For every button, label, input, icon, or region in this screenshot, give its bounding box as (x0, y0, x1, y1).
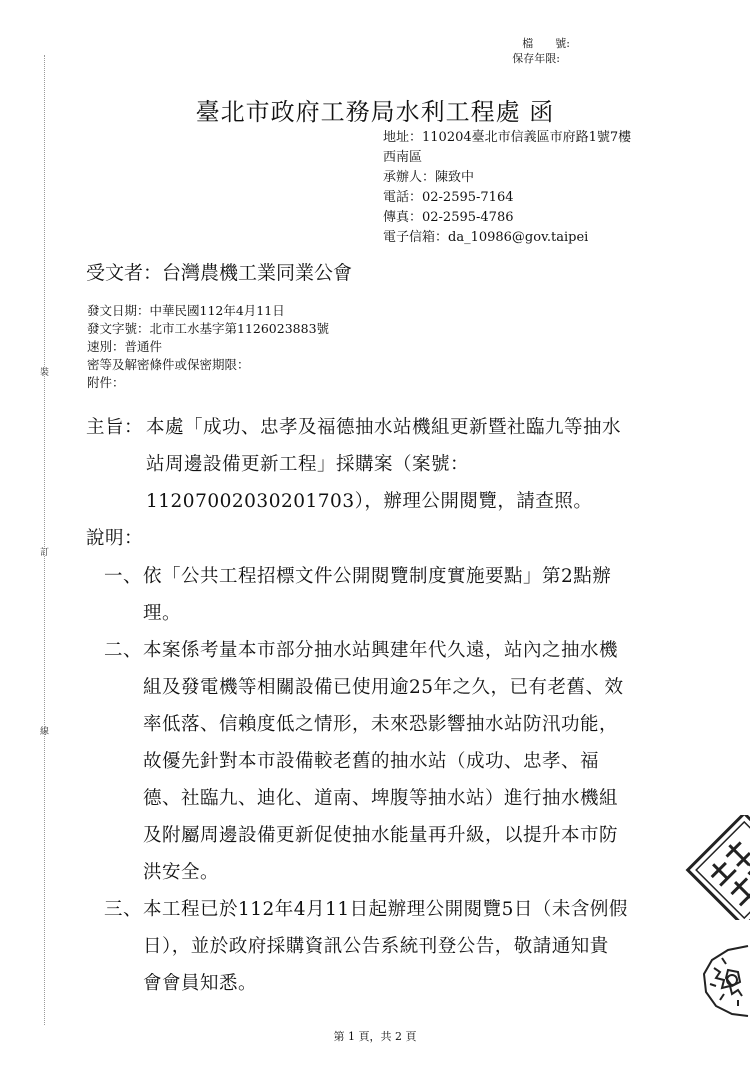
item-line: 故優先針對本市設備較老舊的抽水站（成功、忠孝、福 (143, 751, 600, 772)
address-line-1: 地址：110204臺北市信義區市府路1號7樓 (383, 130, 632, 145)
document-title: 臺北市政府工務局水利工程處 函 (195, 98, 555, 126)
issue-date: 發文日期：中華民國112年4月11日 (87, 303, 285, 318)
item-line: 依「公共工程招標文件公開閱覽制度實施要點」第2點辦 (143, 566, 612, 587)
archive-info (512, 36, 570, 66)
item-line: 日），並於政府採購資訊公告系統刊登公告，敬請通知貴 (143, 936, 609, 957)
item-number: 三、 (104, 899, 143, 920)
subject-line: 11207002030201703），辦理公開閱覽，請查照。 (146, 491, 593, 512)
item-line: 理。 (143, 603, 182, 624)
item-number: 二、 (104, 640, 143, 661)
page-footer: 第 1 頁，共 2 頁 (333, 1030, 417, 1043)
seal-stamp-icon (685, 815, 750, 920)
security-level: 密等及解密條件或保密期限： (87, 357, 250, 372)
recipient: 受文者：台灣農機工業同業公會 (86, 262, 353, 284)
document-number: 發文字號：北市工水基字第1126023883號 (87, 321, 330, 336)
address-line-2: 西南區 (383, 150, 423, 165)
binding-margin-line (44, 55, 45, 1025)
item-line: 洪安全。 (143, 862, 220, 883)
item-line: 率低落、信賴度低之情形，未來恐影響抽水站防汛功能， (143, 714, 619, 735)
email: 電子信箱：da_10986@gov.taipei (383, 230, 589, 245)
margin-mark-ding: 訂 (40, 548, 50, 558)
item-line: 會會員知悉。 (143, 973, 258, 994)
subject-line: 本處「成功、忠孝及福德抽水站機組更新暨社臨九等抽水 (146, 417, 622, 438)
attachment: 附件： (87, 375, 125, 390)
retention-label: 保存年限: (512, 52, 560, 65)
speed-class: 速別：普通件 (87, 339, 163, 354)
phone: 電話：02-2595-7164 (383, 190, 514, 205)
file-number-label: 檔 號: (522, 37, 570, 50)
fax: 傳真：02-2595-4786 (383, 210, 514, 225)
margin-mark-zhuang: 裝 (40, 368, 50, 378)
item-number: 一、 (104, 566, 143, 587)
subject-line: 站周邊設備更新工程」採購案（案號： (146, 454, 470, 475)
item-line: 本案係考量本市部分抽水站興建年代久遠，站內之抽水機 (143, 640, 619, 661)
margin-mark-xian: 線 (40, 727, 50, 737)
item-line: 德、社臨九、迪化、道南、埤腹等抽水站）進行抽水機組 (143, 788, 619, 809)
item-line: 本工程已於112年4月11日起辦理公開閱覽5日（未含例假 (143, 899, 628, 920)
item-line: 及附屬周邊設備更新促使抽水能量再升級，以提升本市防 (143, 825, 619, 846)
subject-label: 主旨： (86, 417, 144, 438)
secondary-stamp-icon (698, 940, 750, 1020)
handler: 承辦人：陳致中 (383, 170, 475, 185)
contact-block (383, 128, 683, 248)
explanation-label: 說明： (86, 528, 144, 549)
meta-block (87, 302, 329, 392)
item-line: 組及發電機等相關設備已使用逾25年之久，已有老舊、效 (143, 677, 624, 698)
